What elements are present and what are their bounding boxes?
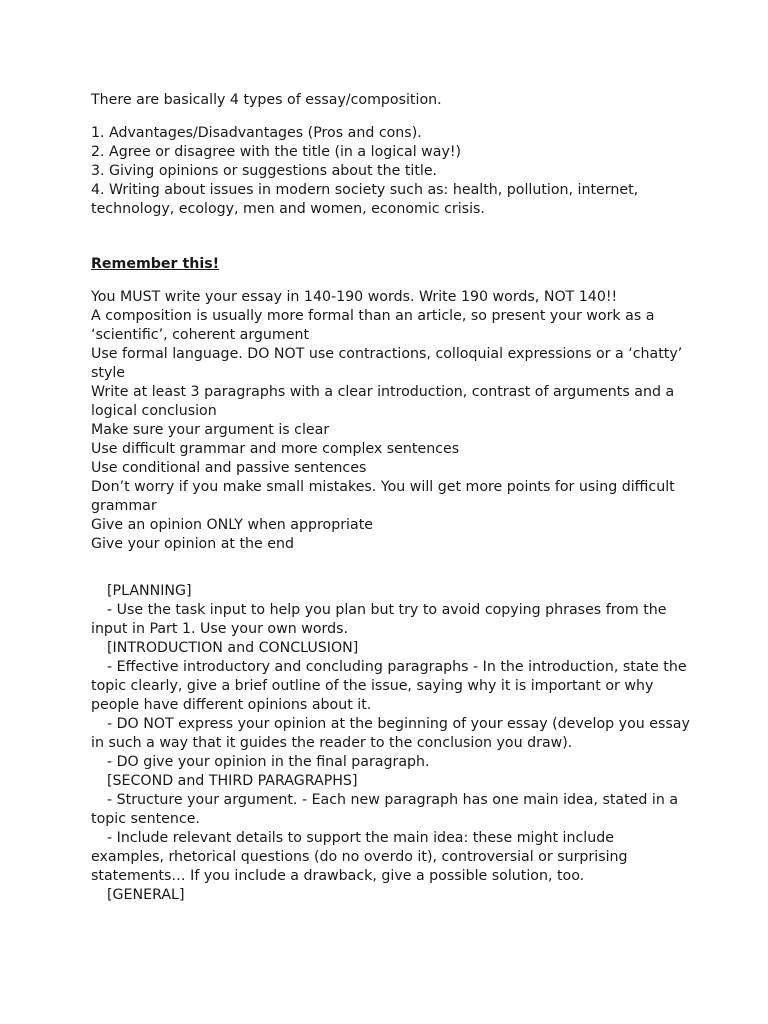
list-item: Give your opinion at the end <box>91 536 295 552</box>
list-item: Give an opinion ONLY when appropriate <box>91 517 373 533</box>
list-item: 2. Agree or disagree with the title (in a logical way!) <box>91 144 462 160</box>
essay-types-list <box>91 124 691 219</box>
section-label-introduction-conclusion: [INTRODUCTION and CONCLUSION] <box>107 640 359 656</box>
section-label-planning: [PLANNING] <box>107 583 192 599</box>
document-page <box>91 91 691 905</box>
guide-item: - DO NOT express your opinion at the beginning of your essay (develop you essay in such a way that it guides the reader to the conclusion you draw). <box>91 716 690 751</box>
writing-guide <box>91 582 691 905</box>
guide-item: - Include relevant details to support the main idea: these might include examples, rhetorical questions (do no overdo it), controversial or surprising statements… If you include a drawback, give a possible solution, too. <box>91 830 628 884</box>
list-item: Make sure your argument is clear <box>91 422 330 438</box>
guide-item: - DO give your opinion in the final paragraph. <box>107 754 430 770</box>
list-item: You MUST write your essay in 140-190 words. Write 190 words, NOT 140!! <box>91 289 618 305</box>
guide-item: - Effective introductory and concluding paragraphs - In the introduction, state the topic clearly, give a brief outline of the issue, saying why it is important or why people have different opinions about it. <box>91 659 687 713</box>
list-item: 1. Advantages/Disadvantages (Pros and cons). <box>91 125 422 141</box>
list-item: 3. Giving opinions or suggestions about the title. <box>91 163 438 179</box>
intro-text: There are basically 4 types of essay/composition. <box>91 92 442 108</box>
rules-list <box>91 288 691 554</box>
remember-heading: Remember this! <box>91 256 220 272</box>
list-item: Use difficult grammar and more complex sentences <box>91 441 460 457</box>
list-item: Use conditional and passive sentences <box>91 460 367 476</box>
list-item: Don’t worry if you make small mistakes. You will get more points for using difficult grammar <box>91 479 675 514</box>
section-label-general: [GENERAL] <box>107 887 185 903</box>
guide-item: - Use the task input to help you plan but try to avoid copying phrases from the input in Part 1. Use your own words. <box>91 602 667 637</box>
list-item: A composition is usually more formal than an article, so present your work as a ‘scientific’, coherent argument <box>91 308 655 343</box>
guide-item: - Structure your argument. - Each new paragraph has one main idea, stated in a topic sentence. <box>91 792 679 827</box>
list-item: 4. Writing about issues in modern society such as: health, pollution, internet, technology, ecology, men and women, economic crisis. <box>91 182 639 217</box>
list-item: Write at least 3 paragraphs with a clear introduction, contrast of arguments and a logical conclusion <box>91 384 675 419</box>
list-item: Use formal language. DO NOT use contractions, colloquial expressions or a ‘chatty’ style <box>91 346 683 381</box>
section-label-second-third-paragraphs: [SECOND and THIRD PARAGRAPHS] <box>107 773 358 789</box>
